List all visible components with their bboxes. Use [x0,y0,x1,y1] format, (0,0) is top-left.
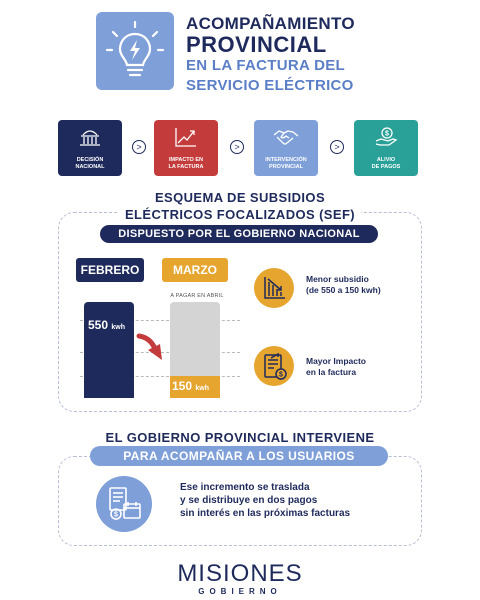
svg-text:$: $ [279,371,283,379]
header-line-4: SERVICIO ELÉCTRICO [186,77,354,94]
logo-misiones: MISIONES [177,560,303,587]
mar-value-unit: kwh [195,385,209,392]
step-label-3b: PROVINCIAL [269,164,303,170]
step-decision-nacional [58,120,122,176]
step-arrow-1: > [132,140,146,154]
invoice-icon [254,346,294,386]
header [96,12,396,102]
declining-chart-icon [254,268,294,308]
svg-text:$: $ [114,511,118,519]
mar-value-number: 150 [172,379,193,393]
info-1-line-1: Menor subsidio [306,274,369,284]
sef-title-line-2 [0,207,480,222]
step-intervencion-provincial [254,120,318,176]
process-steps [58,120,428,180]
money-hand-icon [374,126,398,148]
provincial-title: EL GOBIERNO PROVINCIAL INTERVIENE [105,430,375,445]
svg-text:$: $ [385,130,389,138]
mar-tag: MARZO [162,258,228,282]
invoice-calendar-icon [96,476,152,532]
lightbulb-icon [96,12,174,90]
sef-title-line-1: ESQUEMA DE SUBSIDIOS [154,190,326,205]
step-alivio-pagos [354,120,418,176]
feb-value [88,318,125,332]
step-label-3a: INTERVENCIÓN [265,157,307,163]
logo-gobierno: GOBIERNO [198,587,282,596]
feb-value-number: 550 [88,318,109,332]
info-2-line-1: Mayor Impacto [306,356,366,366]
subsidy-chart [70,258,250,398]
step-label-4b: DE PAGOS [371,164,401,170]
government-building-icon [78,126,102,148]
header-line-2: PROVINCIAL [186,32,327,57]
provincial-description [180,481,350,520]
step-impacto-factura [154,120,218,176]
feb-tag: FEBRERO [76,258,144,282]
info-1-line-2: (de 550 a 150 kwh) [306,285,381,295]
step-label-1b: NACIONAL [75,164,105,170]
info-menor-subsidio [306,274,381,296]
sef-title-line-2-text: ELÉCTRICOS FOCALIZADOS (SEF) [119,207,361,222]
step-arrow-3: > [330,140,344,154]
info-2-line-2: en la factura [306,367,357,377]
step-label-2a: IMPACTO EN [168,157,204,163]
provincial-line-1: Ese incremento se traslada [180,482,310,493]
provincial-line-2: y se distribuye en dos pagos [180,495,318,506]
header-line-1: ACOMPAÑAMIENTO [186,14,355,33]
header-title [186,14,406,96]
step-label-4a: ALIVIO [376,157,396,163]
feb-value-unit: kwh [111,324,125,331]
step-label-1a: DECISIÓN [76,157,104,163]
step-label-2b: LA FACTURA [168,164,204,170]
info-mayor-impacto [306,356,366,378]
step-arrow-2: > [230,140,244,154]
sef-pill: DISPUESTO POR EL GOBIERNO NACIONAL [100,225,378,243]
handshake-icon [273,126,299,148]
provincial-line-3: sin interés en las próximas facturas [180,508,351,519]
decrease-arrow-icon [136,332,166,362]
mar-value [172,379,209,393]
rising-chart-icon [174,126,198,148]
header-line-3: EN LA FACTURA DEL [186,57,345,74]
mar-subtitle: A PAGAR EN ABRIL [170,293,224,299]
provincial-pill: PARA ACOMPAÑAR A LOS USUARIOS [90,446,388,466]
